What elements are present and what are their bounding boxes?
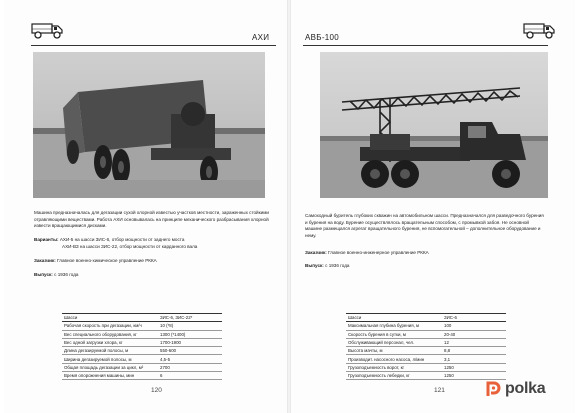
spec-value: 3,1 [442,355,506,363]
spec-row [62,347,222,355]
customer-value: Главное военно-химическое управление РККА [55,258,157,263]
spec-value: 20-40 [442,330,506,338]
right-page [291,0,575,413]
variant-1: АХИ-5 на шасси ЗИС-6, отбор мощности от заднего моста [58,237,185,242]
spec-label: Время опорожнения машины, мин [62,372,158,380]
spec-label: Общая площадь дегазации за цикл, м² [62,363,158,371]
header-rule [31,45,276,46]
customer-paragraph [305,250,547,257]
spec-value: 12 [442,338,506,346]
spec-label: Скорость бурения в сутки, м [346,330,442,338]
header-rule [303,45,548,46]
spec-row [62,372,222,380]
page-title: АХИ [252,33,270,42]
spec-value: 100 [442,322,506,330]
production-value: с 1936 года [323,263,350,268]
production-label: Выпуск: [34,272,53,277]
spec-label: Грузоподъемность лебедки, кг [346,372,442,380]
spec-label: Шасси [346,314,442,322]
production-paragraph [305,263,547,270]
drilling-truck-photo [320,52,548,198]
page-number: 120 [151,387,162,394]
vintage-truck-icon [523,18,557,40]
polka-watermark-text: polka [505,380,546,397]
page-number: 121 [434,387,445,394]
spec-value: 1250 [442,372,506,380]
production-value: с 1936 года [52,272,79,277]
spec-label: Обслуживающий персонал, чел. [346,338,442,346]
spec-row [346,372,506,380]
spec-label: Ширина дегазируемой полосы, м [62,355,158,363]
customer-value: Главное военно-инженерное управление РККА [326,250,429,255]
spec-value: ЗИС-6 [442,314,506,322]
spec-label: Шасси [62,314,158,322]
spec-row [346,347,506,355]
specs-table [62,313,222,380]
customer-label: Заказчик: [34,258,56,263]
spec-label: Максимальная глубина бурения, м [346,322,442,330]
spec-value: 1300 (*1400) [158,330,222,338]
left-page [4,0,287,413]
spec-value: 550-600 [158,347,222,355]
truck-photo [33,52,265,198]
spec-label: Рабочая скорость при дегазации, км/ч [62,322,158,330]
spec-value: 1700-1900 [158,338,222,346]
spec-row [346,363,506,371]
spec-label: Длина дегазируемой полосы, м [62,347,158,355]
spec-value: 1250 [442,363,506,371]
spec-row [62,314,222,322]
spec-row [346,330,506,338]
spec-value: 4,5-5 [158,355,222,363]
spec-label: Вес одной загрузки хлора, кг [62,338,158,346]
spec-row [62,363,222,371]
spec-value: ЗИС-6, ЗИС-22* [158,314,222,322]
page-title: АВБ-100 [305,33,340,42]
polka-logo-icon [484,380,502,398]
variant-2: АХИ-ВЗ на шасси ЗИС-22, отбор мощности от карданного вала [62,243,198,249]
production-label: Выпуск: [305,263,324,268]
spec-row [62,355,222,363]
spec-label: Высота мачты, м [346,347,442,355]
variants-label: Варианты: [34,237,59,242]
spec-row [346,338,506,346]
spec-value: 2700 [158,363,222,371]
spec-row [346,314,506,322]
customer-label: Заказчик: [305,250,327,255]
spec-row [62,338,222,346]
production-paragraph [34,272,274,279]
description-paragraph: Машина предназначалась для дегазации сухой хлорной известью участков местности, зараженных стойкими отравляющими веществами. Работа АХИ основывалась на принципе механического разбрасывания хлорной извести вращающимися дисками. [34,210,269,229]
spec-label: Грузоподъемность ворот, кг [346,363,442,371]
variants-paragraph [34,237,274,250]
spec-row [346,322,506,330]
spec-value: 8,8 [442,347,506,355]
spec-label: Вес специального оборудования, кг [62,330,158,338]
spec-row [62,322,222,330]
vintage-truck-icon [31,18,65,40]
spec-row [62,330,222,338]
description-paragraph: Самоходный буритель глубоких скважин на автомобильном шасси. Предназначался для разведочного бурения и бурения на воду. Бурение осуществлялось вращательным способом, с промывкой забоя. Не основной машине размещался агрегат вращательного бурения, не вспомогательной – дополнительное оборудование и нему. [305,213,544,238]
customer-paragraph [34,258,274,265]
spec-value: 6 [158,372,222,380]
spec-row [346,355,506,363]
spec-label: Производит. насосного насоса, л/мин [346,355,442,363]
spec-value: 10 (*8) [158,322,222,330]
specs-table [346,313,506,380]
polka-watermark [484,378,545,400]
